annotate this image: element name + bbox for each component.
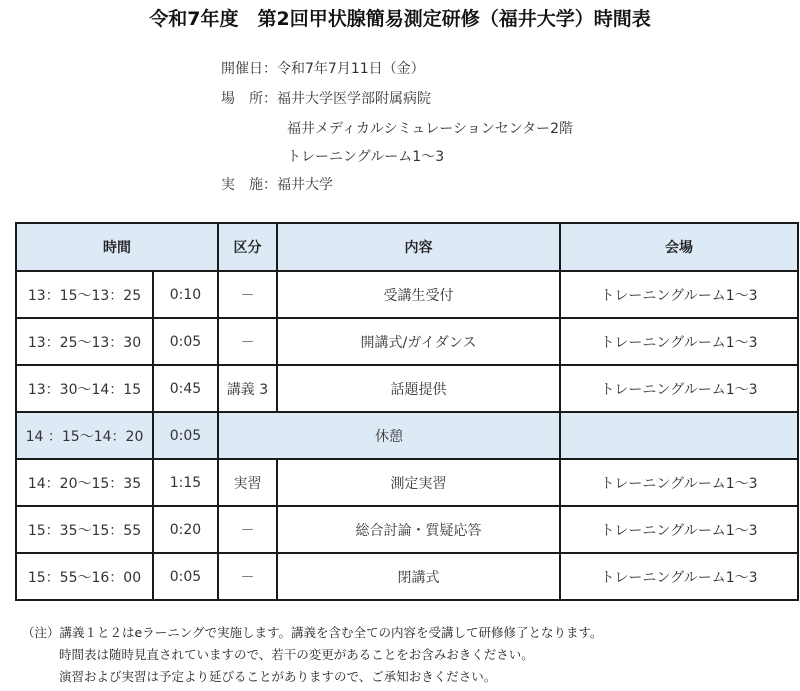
table-header-row (16, 223, 798, 271)
row-content: 測定実習 (277, 459, 560, 506)
row-venue: トレーニングルーム1～3 (560, 271, 798, 318)
page-title: 令和7年度 第2回甲状腺簡易測定研修（福井大学）時間表 (149, 8, 651, 30)
date-value: 令和7年7月11日（金） (277, 61, 425, 77)
table-row (16, 506, 798, 553)
header-content: 内容 (277, 223, 560, 271)
place-row (221, 88, 431, 108)
date-row (221, 58, 425, 78)
host-value: 福井大学 (277, 177, 333, 193)
row-venue: トレーニングルーム1～3 (560, 506, 798, 553)
row-category: － (218, 318, 277, 365)
header-category: 区分 (218, 223, 277, 271)
row-venue: トレーニングルーム1～3 (560, 553, 798, 600)
table-row (16, 365, 798, 412)
row-content: 受講生受付 (277, 271, 560, 318)
row-venue: トレーニングルーム1～3 (560, 318, 798, 365)
place-line-3: トレーニングルーム1～3 (287, 149, 445, 165)
place-label: 場 所： (221, 91, 277, 107)
table-row (16, 271, 798, 318)
table-row (16, 459, 798, 506)
host-label: 実 施： (221, 177, 277, 193)
row-time: 13：25～13：30 (16, 318, 153, 365)
row-content: 休憩 (218, 412, 560, 459)
row-duration: 0:05 (153, 553, 218, 600)
row-category: － (218, 506, 277, 553)
schedule-table (15, 222, 799, 601)
row-venue: トレーニングルーム1～3 (560, 365, 798, 412)
row-time: 14：20～15：35 (16, 459, 153, 506)
row-category: － (218, 553, 277, 600)
row-category: 講義 3 (218, 365, 277, 412)
row-category: － (218, 271, 277, 318)
header-venue: 会場 (560, 223, 798, 271)
row-category: 実習 (218, 459, 277, 506)
row-duration: 0:05 (153, 318, 218, 365)
row-duration: 0:05 (153, 412, 218, 459)
row-time: 13：15～13：25 (16, 271, 153, 318)
row-content: 閉講式 (277, 553, 560, 600)
row-time: 14 ：15～14：20 (16, 412, 153, 459)
row-venue: トレーニングルーム1～3 (560, 459, 798, 506)
row-content: 総合討論・質疑応答 (277, 506, 560, 553)
note-line-2: 時間表は随時見直されていますので、若干の変更があることをお含みおきください。 (59, 647, 534, 662)
table-row (16, 318, 798, 365)
row-duration: 0:45 (153, 365, 218, 412)
host-row (221, 174, 333, 194)
row-time: 15：55～16：00 (16, 553, 153, 600)
place-line-1: 福井大学医学部附属病院 (277, 91, 431, 107)
date-label: 開催日： (221, 61, 277, 77)
note-line-1 (22, 622, 602, 644)
table-row (16, 553, 798, 600)
note-prefix: （注） (22, 625, 60, 640)
header-time: 時間 (16, 223, 218, 271)
row-duration: 0:10 (153, 271, 218, 318)
row-time: 13：30～14：15 (16, 365, 153, 412)
row-venue (560, 412, 798, 459)
row-content: 話題提供 (277, 365, 560, 412)
notes (22, 622, 602, 688)
row-content: 開講式/ガイダンス (277, 318, 560, 365)
note-text-1: 講義１と２はeラーニングで実施します。講義を含む全ての内容を受講して研修修了となります。 (59, 625, 603, 640)
row-duration: 1:15 (153, 459, 218, 506)
note-line-3: 演習および実習は予定より延びることがありますので、ご承知おきください。 (59, 669, 497, 684)
row-duration: 0:20 (153, 506, 218, 553)
place-line-2: 福井メディカルシミュレーションセンター2階 (287, 121, 574, 137)
table-row-break (16, 412, 798, 459)
row-time: 15：35～15：55 (16, 506, 153, 553)
